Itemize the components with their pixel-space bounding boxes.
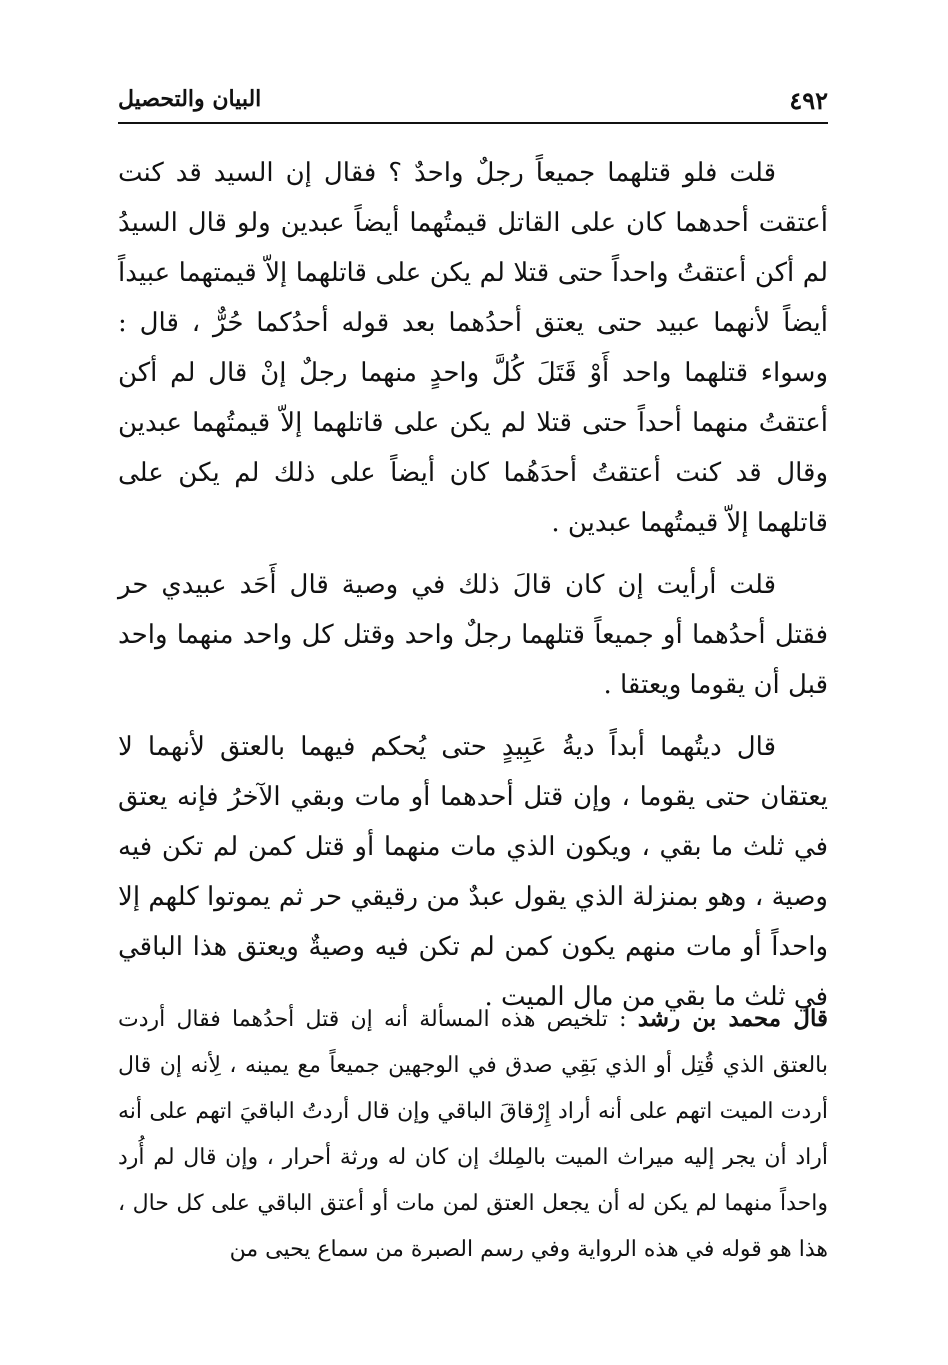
commentary-section <box>118 996 828 1273</box>
page-number: ٤٩٢ <box>789 86 828 115</box>
header-rule <box>118 122 828 124</box>
paragraph-1: قلت فلو قتلهما جميعاً رجلٌ واحدٌ ؟ فقال إن السيد قد كنت أعتقت أحدهما كان على القاتل قيمتُهما أيضاً عبدين ولو قال السيدُ لم أكن أعتقتُ واحداً حتى قتلا لم يكن على قاتلهما إلاّ قيمتهما عبيداً أيضاً لأنهما عبيد حتى يعتق أحدُهما بعد قوله أحدُكما حُرٌّ ، قال : وسواء قتلهما واحد أَوْ قَتَلَ كُلَّ واحدٍ منهما رجلٌ إنْ قال لم أكن أعتقتُ منهما أحداً حتى قتلا لم يكن على قاتلهما إلاّ قيمتُهما عبدين وقال قد كنت أعتقتُ أحدَهُما كان أيضاً على ذلك لم يكن على قاتلهما إلاّ قيمتُهما عبدين . <box>118 158 828 538</box>
commentary-paragraph <box>118 996 828 1273</box>
paragraph-2: قلت أرأيت إن كان قالَ ذلك في وصية قال أَحَد عبيدي حر فقتل أحدُهما أو جميعاً قتلهما رجلٌ واحد وقتل كل واحد منهما واحد قبل أن يقوما ويعتقا . <box>118 570 828 700</box>
page-header <box>118 84 828 120</box>
commentary-speaker: قال محمد بن رشد <box>637 1005 828 1032</box>
commentary-text: : تلخيص هذه المسألة أنه إن قتل أحدُهما فقال أردت بالعتق الذي قُتِل أو الذي بَقِي صدق في الوجهين جميعاً مع يمينه ، لِأنه إن قال أردت الميت اتهم على أنه أراد إِرْقاقَ الباقي وإن قال أردتُ الباقيَ اتهم على أنه أراد أن يجر إليه ميراث الميت بالمِلك إن كان له ورثة أحرار ، وإن قال لم أُرد واحداً منهما لم يكن له أن يجعل العتق لمن مات أو أعتق الباقي على كل حال ، هذا هو قوله في هذه الرواية وفي رسم الصبرة من سماع يحيى من <box>118 1007 828 1262</box>
running-title: البيان والتحصيل <box>118 86 262 112</box>
main-text <box>118 148 828 1022</box>
paragraph-3: قال ديتُهما أبداً ديةُ عَبِيدٍ حتى يُحكم فيهما بالعتق لأنهما لا يعتقان حتى يقوما ، وإن قتل أحدهما أو مات وبقي الآخرُ فإنه يعتق في ثلث ما بقي ، ويكون الذي مات منهما أو قتل كمن لم تكن فيه وصية ، وهو بمنزلة الذي يقول عبدٌ من رقيقي حر ثم يموتوا كلهم إلا واحداً أو مات منهم يكون كمن لم تكن فيه وصيةٌ ويعتق هذا الباقي في ثلث ما بقي من مال الميت . <box>118 732 828 1012</box>
